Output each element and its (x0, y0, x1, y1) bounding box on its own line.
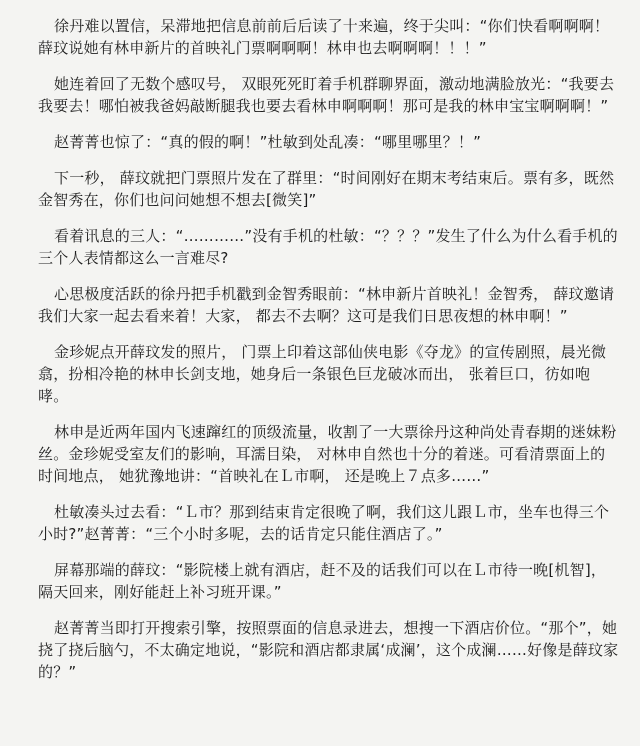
paragraph: 金珍妮点开薛玟发的照片， 门票上印着这部仙侠电影《夺龙》的宣传剧照，晨光微翕，扮相冷艳的林申长剑支地，她身后一条银色巨龙破冰而出， 张着巨口，彷如咆哮。 (38, 343, 607, 405)
paragraph: 心思极度活跃的徐丹把手机戳到金智秀眼前：“林申新片首映礼！金智秀， 薛玟邀请我们大家一起去看来着！大家， 都去不去啊？这可是我们日思夜想的林申啊！” (38, 285, 615, 325)
paragraph: 她连着回了无数个感叹号， 双眼死死盯着手机群聊界面，激动地满脸放光：“我要去我要去！哪怕被我爸妈敲断腿我也要去看林申啊啊啊！那可是我的林申宝宝啊啊啊！” (38, 75, 615, 115)
paragraph: 赵菁菁当即打开搜索引擎，按照票面的信息录进去，想搜一下酒店价位。“那个”，她挠了挠后脑勺，不太确定地说，“影院和酒店都隶属‘成澜’，这个成澜……好像是薛玟家的？” (38, 619, 619, 681)
paragraph: 看着讯息的三人：“…………”没有手机的杜敏：“？？？”发生了什么为什么看手机的三个人表情都这么一言难尽? (38, 227, 618, 267)
paragraph: 下一秒， 薛玟就把门票照片发在了群里：“时间刚好在期末考结束后。票有多，既然金智秀在，你们也问问她想不想去[微笑]” (38, 169, 615, 209)
paragraph: 林申是近两年国内飞速蹿红的顶级流量，收割了一大票徐丹这种尚处青春期的迷妹粉丝。金珍妮受室友们的影响，耳濡目染， 对林申自然也十分的着迷。可看清票面上的时间地点， 她犹豫地讲：“首映礼在Ｌ市啊， 还是晚上７点多……” (38, 423, 617, 485)
paragraph: 杜敏凑头过去看：“Ｌ市？那到结束肯定很晚了啊，我们这儿跟Ｌ市，坐车也得三个小时?”赵菁菁：“三个小时多呢，去的话肯定只能住酒店了。” (38, 503, 610, 543)
paragraph: 赵菁菁也惊了：“真的假的啊！”杜敏到处乱凑：“哪里哪里？！” (54, 133, 482, 151)
paragraph: 徐丹难以置信，呆滞地把信息前前后后读了十来遍，终于尖叫：“你们快看啊啊啊！薛玟说她有林申新片的首映礼门票啊啊啊！林申也去啊啊啊！！！” (38, 17, 610, 57)
paragraph: 屏幕那端的薛玟：“影院楼上就有酒店，赶不及的话我们可以在Ｌ市待一晚[机智]，隔天回来，刚好能赶上补习班开课。” (38, 561, 607, 601)
